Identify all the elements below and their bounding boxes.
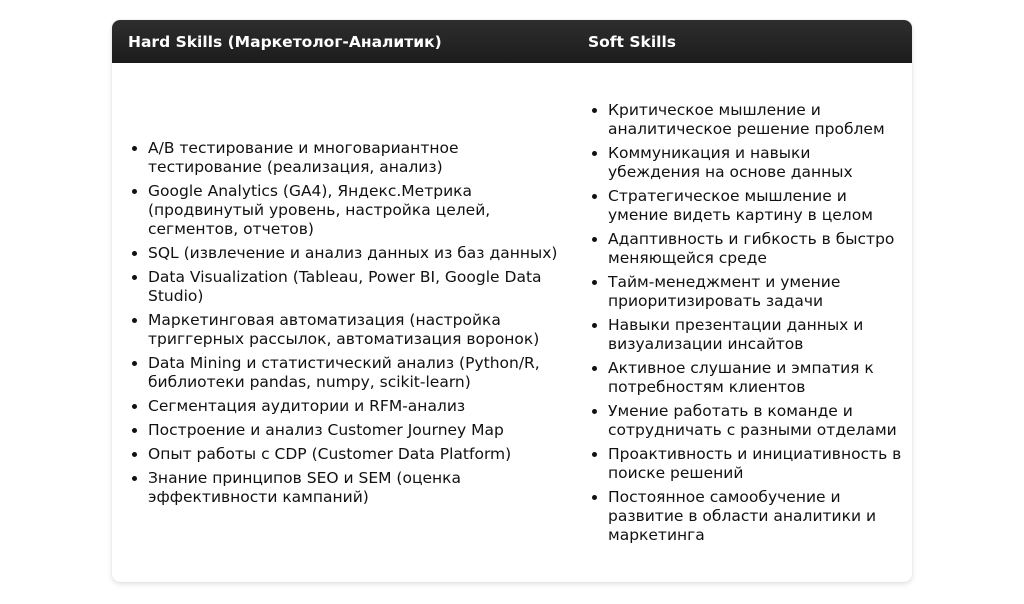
list-item: • Критическое мышление и аналитическое решение проблем	[608, 101, 902, 139]
soft-skills-list	[588, 101, 902, 545]
list-item: • Проактивность и инициативность в поиске решений	[608, 445, 902, 483]
list-item: • Data Mining и статистический анализ (Python/R, библиотеки pandas, numpy, scikit-learn)	[148, 354, 562, 392]
list-item: • Сегментация аудитории и RFM-анализ	[148, 397, 562, 416]
list-item: • Стратегическое мышление и умение видеть картину в целом	[608, 187, 902, 225]
hard-skills-list	[128, 139, 562, 507]
list-item: • Умение работать в команде и сотрудничать с разными отделами	[608, 402, 902, 440]
skills-table	[112, 20, 912, 582]
table-body	[112, 63, 912, 582]
list-item: • Маркетинговая автоматизация (настройка триггерных рассылок, автоматизация воронок)	[148, 311, 562, 349]
list-item: • A/B тестирование и многовариантное тестирование (реализация, анализ)	[148, 139, 562, 177]
list-item: • Построение и анализ Customer Journey Map	[148, 421, 562, 440]
list-item: • Опыт работы с CDP (Customer Data Platform)	[148, 445, 562, 464]
list-item: • Data Visualization (Tableau, Power BI, Google Data Studio)	[148, 268, 562, 306]
soft-skills-cell	[572, 63, 912, 582]
list-item: • Тайм-менеджмент и умение приоритизировать задачи	[608, 273, 902, 311]
list-item: • Активное слушание и эмпатия к потребностям клиентов	[608, 359, 902, 397]
list-item: • Адаптивность и гибкость в быстро меняющейся среде	[608, 230, 902, 268]
list-item: • Постоянное самообучение и развитие в области аналитики и маркетинга	[608, 488, 902, 545]
list-item: • Навыки презентации данных и визуализации инсайтов	[608, 316, 902, 354]
list-item: • SQL (извлечение и анализ данных из баз данных)	[148, 244, 562, 263]
list-item: • Google Analytics (GA4), Яндекс.Метрика (продвинутый уровень, настройка целей, сегментов, отчетов)	[148, 182, 562, 239]
header-hard-skills: Hard Skills (Маркетолог-Аналитик)	[128, 32, 442, 51]
hard-skills-cell	[112, 63, 572, 582]
header-soft-skills: Soft Skills	[588, 32, 676, 51]
list-item: • Коммуникация и навыки убеждения на основе данных	[608, 144, 902, 182]
table-header	[112, 20, 912, 63]
list-item: • Знание принципов SEO и SEM (оценка эффективности кампаний)	[148, 469, 562, 507]
